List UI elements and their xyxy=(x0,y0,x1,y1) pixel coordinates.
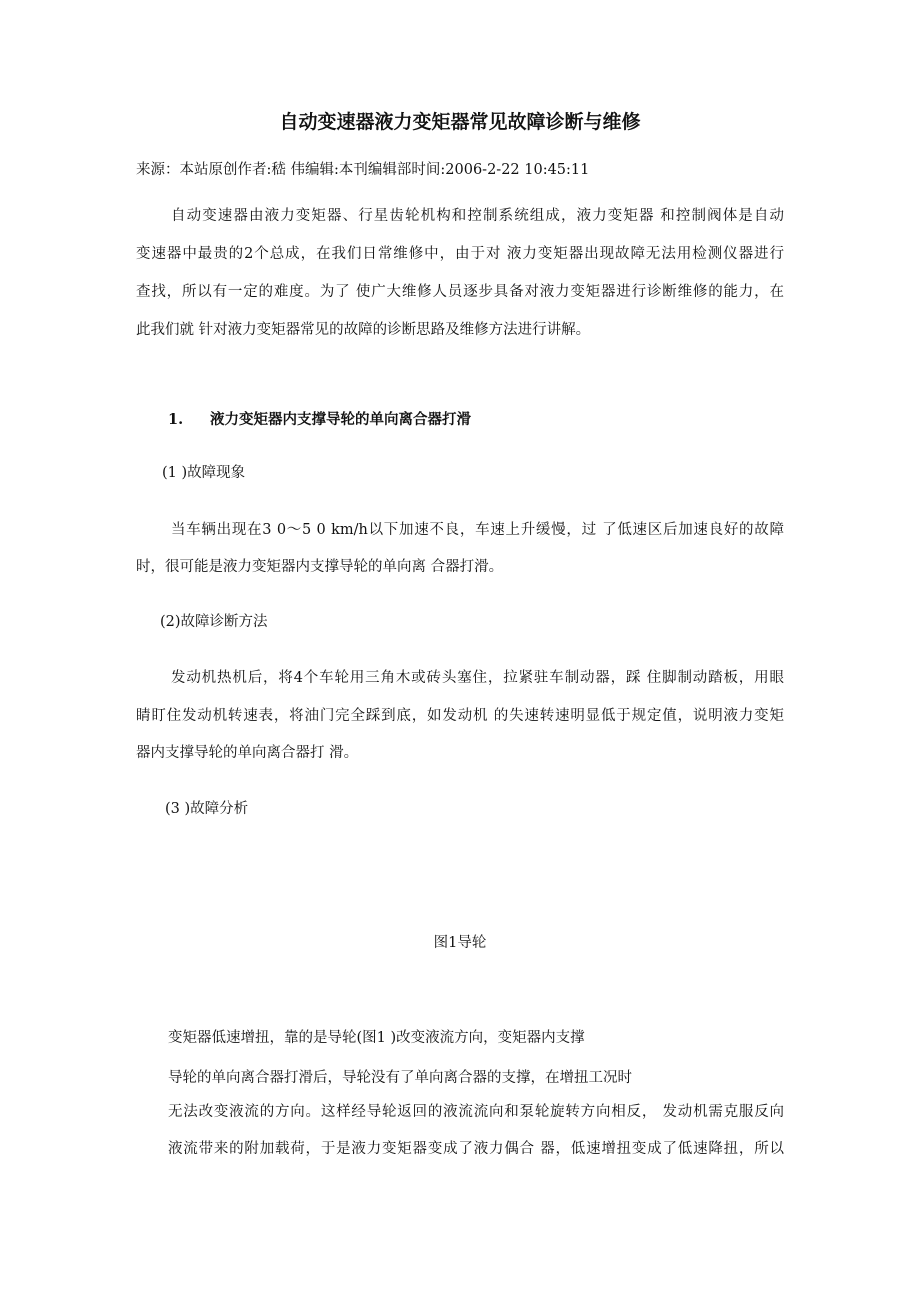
diagnosis-line-2: 睛盯住发动机转速表，将油门完全踩到底，如发动机 的失速转速明显低于规定值，说明液力变矩 xyxy=(136,708,784,724)
subsection-label-symptom: (1 )故障现象 xyxy=(162,465,246,481)
intro-line-4: 此我们就 针对液力变矩器常见的故障的诊断思路及维修方法进行讲解。 xyxy=(136,322,591,338)
analysis-line-4: 液流带来的附加载荷，于是液力变矩器变成了液力偶合 器，低速增扭变成了低速降扭，所以 xyxy=(168,1141,784,1157)
diagnosis-line-3: 器内支撑导轮的单向离合器打 滑。 xyxy=(136,745,359,761)
intro-line-3: 查找，所以有一定的难度。为了 使广大维修人员逐步具备对液力变矩器进行诊断维修的能力，在 xyxy=(136,284,784,300)
analysis-line-2: 导轮的单向离合器打滑后，导轮没有了单向离合器的支撑，在增扭工况时 xyxy=(168,1070,632,1086)
symptom-line-2: 时，很可能是液力变矩器内支撑导轮的单向离 合器打滑。 xyxy=(136,559,504,575)
intro-line-2: 变速器中最贵的2个总成，在我们日常维修中，由于对 液力变矩器出现故障无法用检测仪器进行 xyxy=(136,246,784,262)
article-title: 自动变速器液力变矩器常见故障诊断与维修 xyxy=(279,111,641,133)
article-meta: 来源：本站原创作者:嵇 伟编辑:本刊编辑部时间:2006-2-22 10:45:11 xyxy=(136,162,590,178)
subsection-label-diagnosis: (2)故障诊断方法 xyxy=(160,614,268,630)
symptom-line-1: 当车辆出现在3 0～5 0 km/h以下加速不良，车速上升缓慢，过 了低速区后加速良好的故障 xyxy=(171,522,784,538)
figure-caption: 图1导轮 xyxy=(433,935,487,951)
section-title: 液力变矩器内支撑导轮的单向离合器打滑 xyxy=(210,411,471,428)
subsection-label-analysis: (3 )故障分析 xyxy=(165,801,249,817)
section-number: 1. xyxy=(168,411,184,428)
analysis-line-3: 无法改变液流的方向。这样经导轮返回的液流流向和泵轮旋转方向相反， 发动机需克服反向 xyxy=(168,1104,784,1120)
intro-line-1: 自动变速器由液力变矩器、行星齿轮机构和控制系统组成，液力变矩器 和控制阀体是自动 xyxy=(171,208,784,224)
analysis-line-1: 变矩器低速增扭，靠的是导轮(图1 )改变液流方向，变矩器内支撑 xyxy=(168,1030,585,1046)
diagnosis-line-1: 发动机热机后，将4个车轮用三角木或砖头塞住，拉紧驻车制动器，踩 住脚制动踏板，用眼 xyxy=(171,670,784,686)
